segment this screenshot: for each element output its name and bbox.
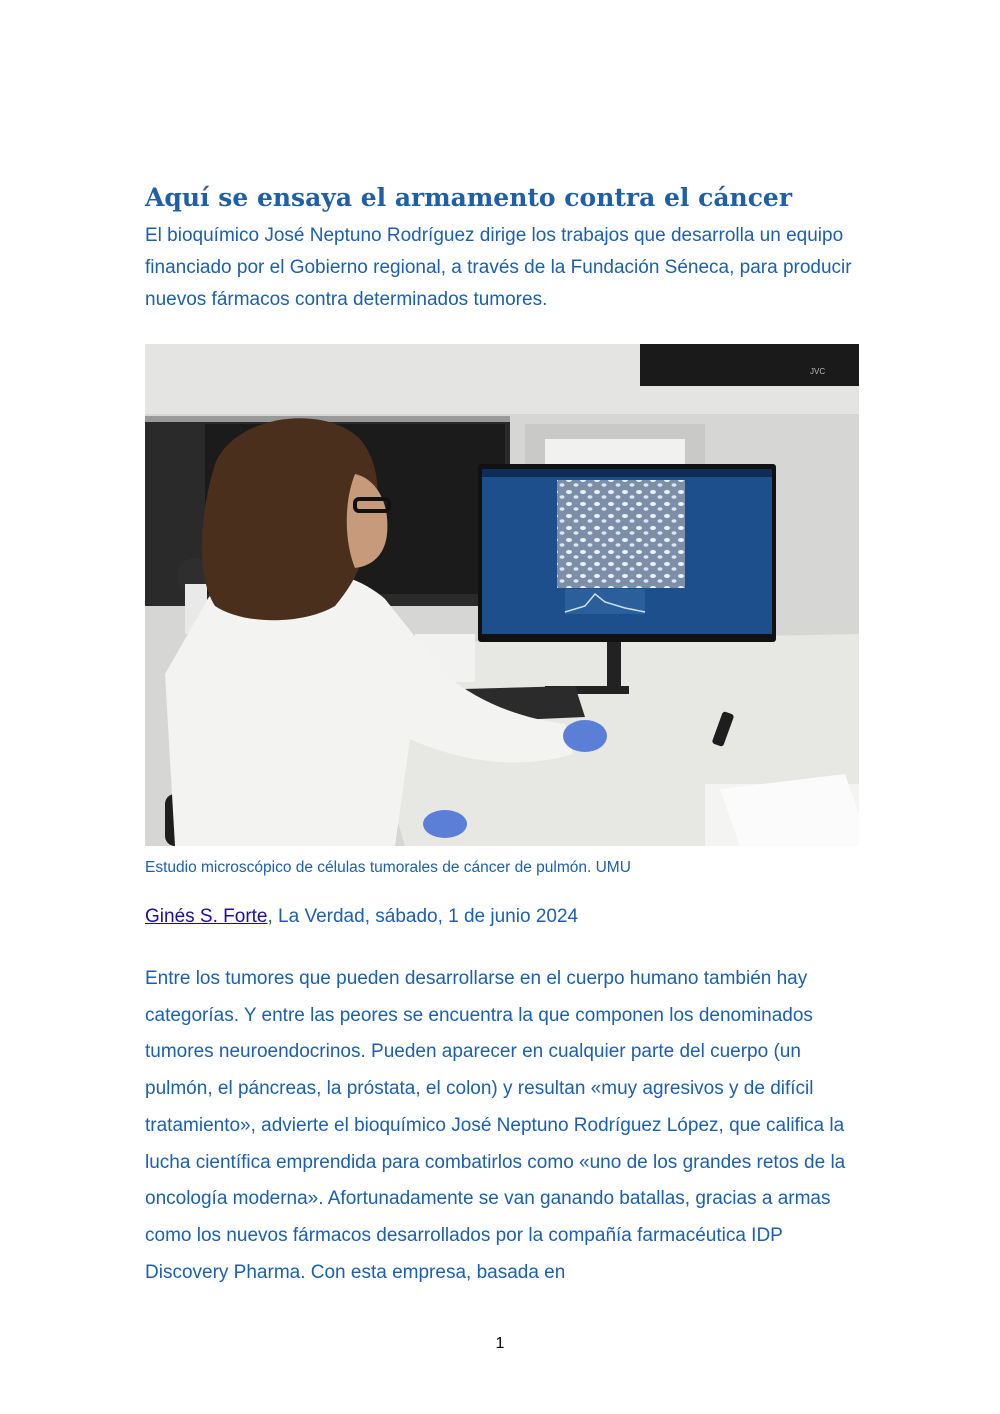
tv-brand-label: JVC (810, 367, 826, 376)
wall-tv (640, 344, 859, 386)
photo-caption: Estudio microscópico de células tumorales de cáncer de pulmón. UMU (145, 859, 631, 876)
microscopy-image (557, 480, 685, 588)
article-subtitle: El bioquímico José Neptuno Rodríguez dirige los trabajos que desarrolla un equipo financiado por el Gobierno regional, a través de la Fundación Séneca, para producir nuevos fármacos contra determinados tumores. (145, 225, 852, 310)
byline-source-date: , La Verdad, sábado, 1 de junio 2024 (267, 906, 579, 927)
byline (145, 903, 865, 931)
article-title: Aquí se ensaya el armamento contra el cáncer (145, 183, 793, 212)
article-body: Entre los tumores que pueden desarrollarse en el cuerpo humano también hay categorías. Y entre las peores se encuentra la que componen los denominados tumores neuroendocrinos. Pueden aparecer en cualquier parte del cuerpo (un pulmón, el páncreas, la próstata, el colon) y resultan «muy agresivos y de difícil tratamiento», advierte el bioquímico José Neptuno Rodríguez López, que califica la lucha científica emprendida para combatirlos como «uno de los grandes retos de la oncología moderna». Afortunadamente se van ganando batallas, gracias a armas como los nuevos fármacos desarrollados por la compañía farmacéutica IDP Discovery Pharma. Con esta empresa, basada en (145, 968, 846, 1283)
author-link[interactable]: Ginés S. Forte (145, 906, 268, 927)
blue-glove (563, 720, 607, 752)
page-number: 1 (495, 1335, 505, 1352)
article-photo (145, 344, 859, 846)
lab-scene-illustration (145, 344, 859, 846)
